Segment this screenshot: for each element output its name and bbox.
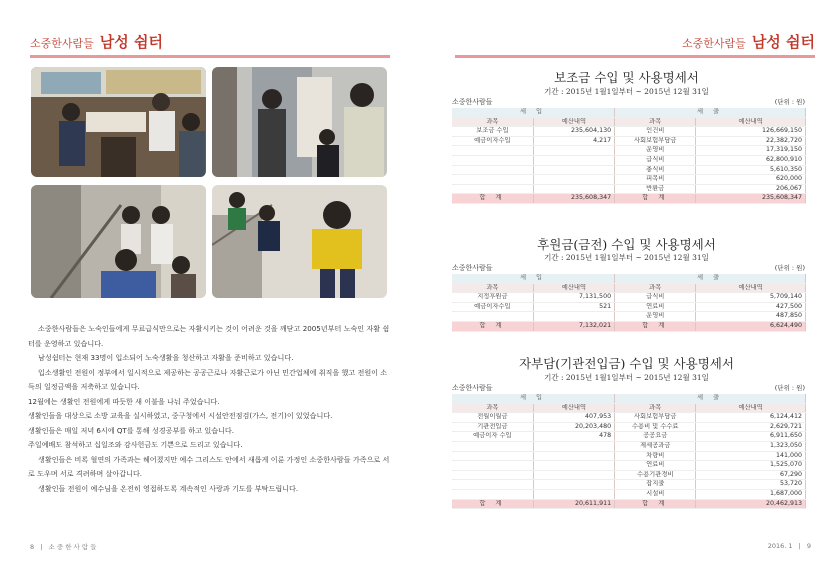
section-title: 후원금(금전) 수입 및 사용명세서 xyxy=(537,237,716,252)
section-title: 자부담(기관전입금) 수입 및 사용명세서 xyxy=(519,356,734,371)
table-row xyxy=(452,441,806,451)
income-item: 예금이자수입 xyxy=(452,136,533,146)
table-unit: (단위 : 원) xyxy=(774,98,805,106)
expense-item: 연료비 xyxy=(615,461,696,471)
income-amount xyxy=(533,312,614,322)
section-header-row xyxy=(452,108,806,117)
paragraph: 입소생활인 전원이 정부에서 일시적으로 제공하는 공공근로나 자활근로가 아닌 민간업체에 취직을 했고 전원이 소득의 일정금액을 저축하고 있습니다. xyxy=(28,367,388,391)
paragraph: 소중한사람들은 노숙인들에게 무료급식만으로는 자활시키는 것이 어려운 것을 깨닫고 2005년부터 노숙인 자활 쉼터를 운영하고 있습니다. xyxy=(28,324,390,348)
expense-amount: 427,500 xyxy=(696,302,806,312)
table-row xyxy=(452,451,806,461)
expense-amount: 5,610,350 xyxy=(696,165,806,175)
table-row xyxy=(452,136,806,146)
expense-label: 세 출 xyxy=(615,274,806,283)
expense-amount: 2,629,721 xyxy=(696,422,806,432)
table-row xyxy=(452,470,806,480)
table-row xyxy=(452,184,806,194)
expense-item: 급식비 xyxy=(615,155,696,165)
income-item: 전월이월금 xyxy=(452,413,533,423)
paragraph: 12월에는 생활인 전원에게 따듯한 새 이불을 나눠 주었습니다. xyxy=(28,396,220,406)
expense-amount: 53,720 xyxy=(696,480,806,490)
expense-label: 세 출 xyxy=(615,394,806,403)
expense-amount: 620,000 xyxy=(696,175,806,185)
income-amount: 521 xyxy=(533,302,614,312)
income-amount: 4,217 xyxy=(533,136,614,146)
total-row xyxy=(452,194,806,204)
col-item: 과목 xyxy=(452,283,533,293)
expense-item: 운영비 xyxy=(615,312,696,322)
expense-amount: 6,124,412 xyxy=(696,413,806,423)
income-amount: 478 xyxy=(533,432,614,442)
total-expense: 20,462,913 xyxy=(696,499,806,509)
footer-date: 2016. 1 xyxy=(767,542,793,550)
income-item xyxy=(452,480,533,490)
table-org: 소중한사람들 xyxy=(452,384,493,392)
expense-amount: 17,319,150 xyxy=(696,146,806,156)
header-title: 남성 쉼터 xyxy=(751,33,815,51)
page-number: 8 xyxy=(30,543,35,551)
footer-separator: | xyxy=(40,543,43,551)
total-label: 합 계 xyxy=(452,194,533,204)
expense-amount: 126,669,150 xyxy=(696,127,806,137)
expense-amount: 67,290 xyxy=(696,470,806,480)
expense-amount: 5,709,140 xyxy=(696,293,806,303)
header-title: 남성 쉼터 xyxy=(99,33,163,51)
expense-amount: 206,067 xyxy=(696,184,806,194)
income-amount xyxy=(533,165,614,175)
table-row xyxy=(452,293,806,303)
income-item xyxy=(452,489,533,499)
table-row xyxy=(452,461,806,471)
col-amount: 예산내역 xyxy=(696,283,806,293)
col-item: 과목 xyxy=(452,403,533,413)
paragraph: 주일예배도 참석하고 십일조와 감사헌금도 기쁜으로 드리고 있습니다. xyxy=(28,440,243,449)
photo-office-meeting xyxy=(31,67,206,177)
left-page xyxy=(0,0,417,573)
expense-item: 잡지출 xyxy=(615,480,696,490)
page-number: 9 xyxy=(806,542,811,550)
expense-item: 피복비 xyxy=(615,175,696,185)
photo-shelter-doorway xyxy=(212,67,387,177)
expense-item: 반환금 xyxy=(615,184,696,194)
right-page xyxy=(418,0,835,573)
income-item xyxy=(452,146,533,156)
expense-item: 수용비 및 수수료 xyxy=(615,422,696,432)
income-item xyxy=(452,175,533,185)
col-amount: 예산내역 xyxy=(696,403,806,413)
header-rule xyxy=(455,55,815,58)
right-footer xyxy=(768,542,811,550)
total-income: 235,608,347 xyxy=(533,194,614,204)
table-row xyxy=(452,480,806,490)
table-row xyxy=(452,312,806,322)
col-item: 과목 xyxy=(615,403,696,413)
table-row xyxy=(452,165,806,175)
expense-amount: 1,687,000 xyxy=(696,489,806,499)
table-row xyxy=(452,489,806,499)
col-item: 과목 xyxy=(452,117,533,127)
header-rule xyxy=(30,55,390,58)
income-amount xyxy=(533,480,614,490)
section-period: 기간 : 2015년 1월1일부터 ~ 2015년 12월 31일 xyxy=(544,373,709,382)
col-amount: 예산내역 xyxy=(533,117,614,127)
income-item xyxy=(452,165,533,175)
photo-fire-drill-stairs xyxy=(31,185,206,298)
expense-amount: 22,382,720 xyxy=(696,136,806,146)
body-text xyxy=(28,322,390,496)
col-item: 과목 xyxy=(615,283,696,293)
table-row xyxy=(452,302,806,312)
total-label: 합 계 xyxy=(615,321,696,331)
expense-item: 인건비 xyxy=(615,127,696,137)
expense-item: 사회보험부담금 xyxy=(615,136,696,146)
footer-org: 소 중 한 사 람 들 xyxy=(48,543,97,551)
header-org: 소중한사람들 xyxy=(30,37,94,50)
expense-label: 세 출 xyxy=(615,108,806,117)
col-amount: 예산내역 xyxy=(696,117,806,127)
total-income: 20,611,911 xyxy=(533,499,614,509)
income-item: 기관전입금 xyxy=(452,422,533,432)
column-header-row xyxy=(452,117,806,127)
income-item: 예금이자 수입 xyxy=(452,432,533,442)
footer-separator: | xyxy=(798,542,801,550)
expense-amount: 487,850 xyxy=(696,312,806,322)
expense-amount: 1,525,070 xyxy=(696,461,806,471)
income-amount xyxy=(533,184,614,194)
income-label: 세 입 xyxy=(452,108,615,117)
income-item xyxy=(452,312,533,322)
subsidy-table xyxy=(452,108,806,204)
table-unit: (단위 : 원) xyxy=(774,384,805,392)
section-header-row xyxy=(452,274,806,283)
paragraph: 생활인들은 비록 혈연의 가족과는 헤어졌지만 예수 그리스도 안에서 새롭게 이룬 가정인 소중한사람들 가족으로 서로 도우며 서로 격려하며 살아갑니다. xyxy=(28,454,390,478)
table-row xyxy=(452,422,806,432)
income-item xyxy=(452,451,533,461)
paragraph: 생활인들 전원이 예수님을 온전히 영접하도록 계속적인 사랑과 기도를 부탁드립니다. xyxy=(38,483,299,493)
expense-amount: 6,911,650 xyxy=(696,432,806,442)
total-expense: 6,624,490 xyxy=(696,321,806,331)
section-period: 기간 : 2015년 1월1일부터 ~ 2015년 12월 31일 xyxy=(544,253,709,262)
column-header-row xyxy=(452,283,806,293)
income-amount xyxy=(533,175,614,185)
header-org: 소중한사람들 xyxy=(682,37,746,50)
income-item xyxy=(452,470,533,480)
expense-item: 연료비 xyxy=(615,302,696,312)
expense-item: 운영비 xyxy=(615,146,696,156)
table-row xyxy=(452,413,806,423)
left-header xyxy=(30,31,390,55)
total-row xyxy=(452,321,806,331)
table-row xyxy=(452,146,806,156)
expense-amount: 141,000 xyxy=(696,451,806,461)
income-item xyxy=(452,461,533,471)
column-header-row xyxy=(452,403,806,413)
expense-item: 공공요금 xyxy=(615,432,696,442)
table-row xyxy=(452,432,806,442)
self-funding-table xyxy=(452,394,806,509)
table-row xyxy=(452,127,806,137)
expense-item: 충식비 xyxy=(615,165,696,175)
income-item xyxy=(452,441,533,451)
table-unit: (단위 : 원) xyxy=(774,264,805,272)
total-label: 합 계 xyxy=(615,194,696,204)
income-item: 예금이자수입 xyxy=(452,302,533,312)
income-label: 세 입 xyxy=(452,394,615,403)
expense-item: 수용기관경비 xyxy=(615,470,696,480)
col-item: 과목 xyxy=(615,117,696,127)
expense-item: 사회보험부담금 xyxy=(615,413,696,423)
income-amount xyxy=(533,155,614,165)
section-header-row xyxy=(452,394,806,403)
total-label: 합 계 xyxy=(452,321,533,331)
paragraph: 남성쉼터는 현재 33명이 입소되어 노숙생활을 청산하고 자활을 준비하고 있습니다. xyxy=(38,353,294,362)
section-title: 보조금 수입 및 사용명세서 xyxy=(554,70,699,85)
paragraph: 생활인들을 대상으로 소방 교육을 실시하였고, 중구청에서 시설안전점검(가스, 전기)이 있었습니다. xyxy=(28,411,333,420)
income-amount: 235,604,130 xyxy=(533,127,614,137)
income-amount xyxy=(533,489,614,499)
right-header xyxy=(455,31,815,55)
income-label: 세 입 xyxy=(452,274,615,283)
photo-fire-drill-evacuation xyxy=(212,185,387,298)
income-item xyxy=(452,184,533,194)
expense-item: 제세공과금 xyxy=(615,441,696,451)
expense-amount: 1,323,050 xyxy=(696,441,806,451)
total-label: 합 계 xyxy=(615,499,696,509)
expense-item: 차량비 xyxy=(615,451,696,461)
income-amount xyxy=(533,441,614,451)
total-expense: 235,608,347 xyxy=(696,194,806,204)
income-amount: 407,953 xyxy=(533,413,614,423)
table-row xyxy=(452,155,806,165)
col-amount: 예산내역 xyxy=(533,403,614,413)
income-item xyxy=(452,155,533,165)
expense-amount: 62,800,910 xyxy=(696,155,806,165)
col-amount: 예산내역 xyxy=(533,283,614,293)
paragraph: 생활인들은 매일 저녁 6시에 QT를 통해 성경공부를 하고 있습니다. xyxy=(28,425,235,435)
income-amount xyxy=(533,146,614,156)
total-label: 합 계 xyxy=(452,499,533,509)
section-period: 기간 : 2015년 1월1일부터 ~ 2015년 12월 31일 xyxy=(544,87,709,96)
donation-table xyxy=(452,274,806,332)
income-amount xyxy=(533,461,614,471)
income-amount xyxy=(533,451,614,461)
income-item: 지정후원금 xyxy=(452,293,533,303)
income-item: 보조금 수입 xyxy=(452,127,533,137)
total-income: 7,132,021 xyxy=(533,321,614,331)
total-row xyxy=(452,499,806,509)
table-org: 소중한사람들 xyxy=(452,98,493,106)
left-footer xyxy=(30,542,97,551)
table-row xyxy=(452,175,806,185)
income-amount: 20,203,480 xyxy=(533,422,614,432)
table-org: 소중한사람들 xyxy=(452,264,493,272)
expense-item: 시설비 xyxy=(615,489,696,499)
income-amount xyxy=(533,470,614,480)
expense-item: 급식비 xyxy=(615,293,696,303)
income-amount: 7,131,500 xyxy=(533,293,614,303)
